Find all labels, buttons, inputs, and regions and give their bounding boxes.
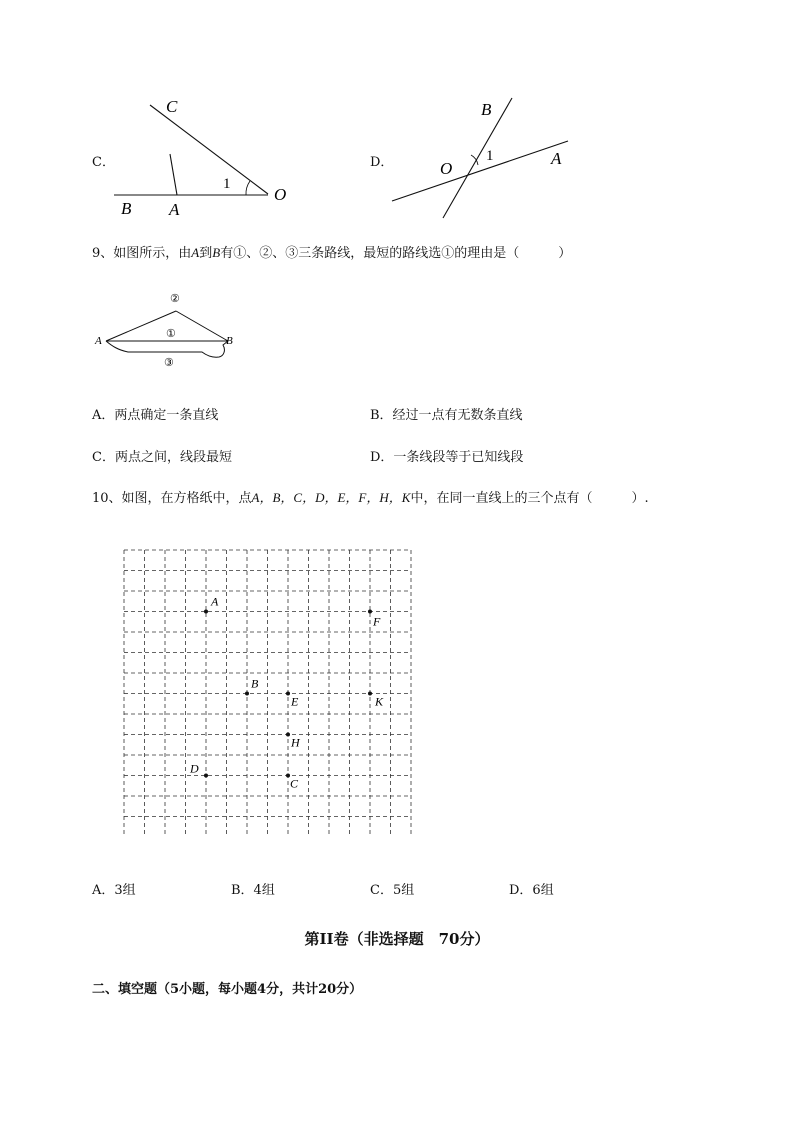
- q9-option-d: D．一条线段等于已知线段: [370, 450, 524, 465]
- q10-stem: 10、如图，在方格纸中，点A，B，C，D，E，F，H，K中，在同一直线上的三个点有（ ）.: [92, 490, 649, 506]
- label-a: A: [169, 200, 180, 219]
- point-f: [368, 610, 372, 614]
- route-3: [106, 341, 228, 357]
- q9-stem: 9、如图所示，由A到B有①、②、③三条路线，最短的路线选①的理由是（ ）: [92, 245, 572, 261]
- point-label-c: C: [290, 776, 299, 791]
- label-b: B: [226, 335, 233, 347]
- point-label-a: A: [211, 594, 219, 609]
- point-d: [204, 774, 208, 778]
- q10-option-d: D．6组: [509, 883, 554, 898]
- ray-oc: [150, 105, 268, 194]
- label-b: B: [481, 100, 492, 119]
- q10-option-c: C．5组: [370, 883, 415, 898]
- point-k: [368, 692, 372, 696]
- label-o: O: [274, 185, 287, 204]
- fill-in-section-heading: 二、填空题（5小题，每小题4分，共计20分）: [92, 982, 363, 997]
- angle-1: 1: [223, 176, 231, 192]
- route-2-label: ②: [170, 293, 180, 305]
- q9-route-figure: [92, 288, 252, 373]
- grid-points: [189, 595, 384, 791]
- line-ob: [443, 98, 512, 218]
- label-b: B: [121, 199, 132, 218]
- label-o: O: [440, 159, 453, 178]
- angle-arc: [246, 181, 250, 195]
- angle-1: 1: [486, 148, 494, 164]
- point-e: [286, 692, 290, 696]
- line-oa: [392, 141, 568, 201]
- q8-option-d-label: D．: [370, 155, 394, 170]
- q10-option-b: B．4组: [231, 883, 275, 898]
- q10-option-a: A．3组: [92, 883, 136, 898]
- point-label-h: H: [291, 735, 300, 750]
- point-label-e: E: [291, 694, 299, 709]
- q8-figure-c: [110, 92, 300, 222]
- point-label-f: F: [373, 614, 381, 629]
- grid-lines: [124, 550, 411, 834]
- route-1-label: ①: [166, 328, 176, 340]
- q8-option-c-label: C．: [92, 155, 115, 170]
- label-c: C: [166, 97, 178, 116]
- q10-grid-figure: [118, 544, 418, 834]
- point-label-k: K: [375, 694, 384, 709]
- route-3-label: ③: [164, 357, 174, 369]
- point-label-b: B: [251, 676, 259, 691]
- q8-figure-d: [388, 92, 578, 222]
- part-ii-title: 第II卷（非选择题 70分）: [304, 930, 490, 948]
- point-a: [204, 610, 208, 614]
- q9-option-c: C．两点之间，线段最短: [92, 450, 232, 465]
- ray-a: [170, 154, 177, 195]
- point-h: [286, 733, 290, 737]
- label-a: A: [551, 149, 562, 168]
- q9-option-a: A．两点确定一条直线: [92, 408, 219, 423]
- point-label-d: D: [190, 761, 199, 776]
- label-a: A: [95, 335, 102, 347]
- point-b: [245, 692, 249, 696]
- q9-option-b: B．经过一点有无数条直线: [370, 408, 523, 423]
- route-2-right: [176, 311, 228, 341]
